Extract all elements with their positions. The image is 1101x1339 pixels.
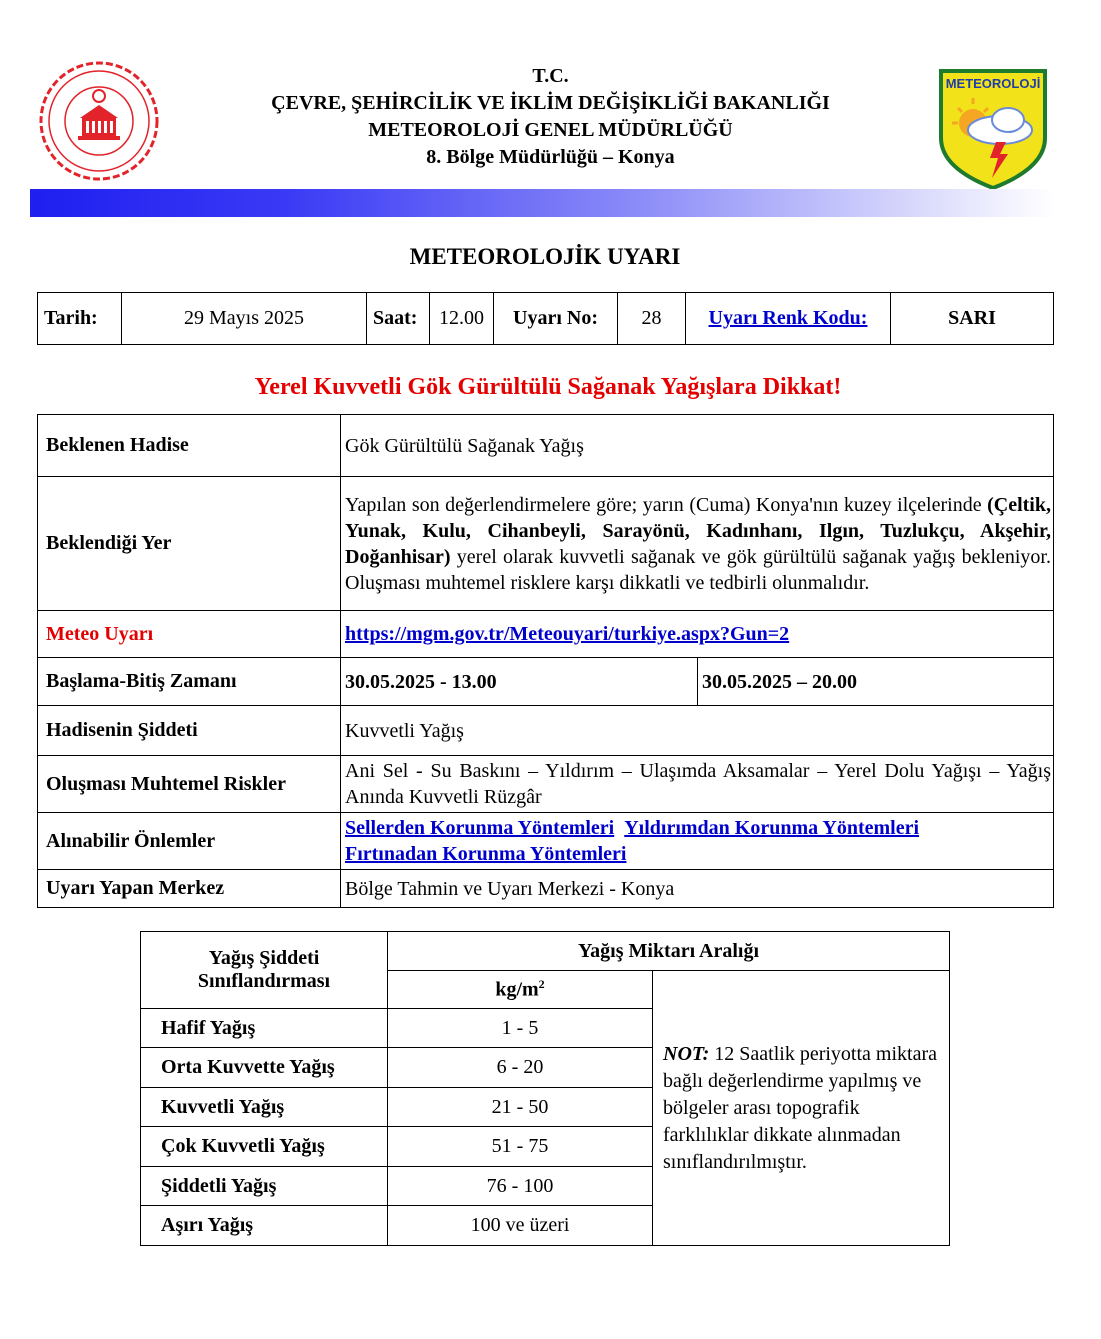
unit-text: kg/m bbox=[495, 978, 539, 1001]
issuing-center-value: Bölge Tahmin ve Uyarı Merkezi - Konya bbox=[341, 870, 1054, 908]
header-gradient-bar bbox=[30, 189, 1054, 217]
meteo-warning-label: Meteo Uyarı bbox=[38, 611, 341, 658]
warning-color-code-link[interactable]: Uyarı Renk Kodu: bbox=[708, 307, 868, 329]
class-range: 6 - 20 bbox=[388, 1048, 653, 1088]
range-header: Yağış Miktarı Aralığı bbox=[388, 932, 950, 971]
warning-color-value: SARI bbox=[891, 293, 1054, 345]
possible-risks-value: Ani Sel - Su Baskını – Yıldırım – Ulaşımda Aksamalar – Yerel Dolu Yağışı – Yağış Anında Kuvvetli Rüzgâr bbox=[341, 756, 1054, 813]
note-label: NOT: bbox=[663, 1042, 710, 1065]
document-title: METEOROLOJİK UYARI bbox=[409, 244, 681, 269]
measures-label: Alınabilir Önlemler bbox=[38, 813, 341, 870]
unit-header bbox=[388, 971, 653, 1009]
expected-place-label: Beklendiği Yer bbox=[38, 477, 341, 611]
end-time-value: 30.05.2025 – 20.00 bbox=[698, 658, 1054, 706]
svg-text:METEOROLOJİ: METEOROLOJİ bbox=[945, 76, 1041, 91]
severity-value: Kuvvetli Yağış bbox=[341, 706, 1054, 756]
place-districts: (Çeltik, Yunak, Kulu, Cihanbeyli, Sarayönü, Kadınhanı, Ilgın, Tuzlukçu, Akşehir, Doğanhisar) bbox=[345, 493, 1051, 568]
time-value: 12.00 bbox=[430, 293, 494, 345]
warning-info-table bbox=[37, 292, 1054, 345]
place-text-2: yerel olarak kuvvetli sağanak ve gök gürültülü sağanak yağış bekleniyor. Oluşması muhtemel risklere karşı dikkatli ve tedbirli olunmalıdır. bbox=[345, 545, 1051, 594]
date-value: 29 Mayıs 2025 bbox=[122, 293, 367, 345]
warning-headline: Yerel Kuvvetli Gök Gürültülü Sağanak Yağışlara Dikkat! bbox=[254, 374, 842, 400]
place-text-1: Yapılan son değerlendirmelere göre; yarın (Cuma) Konya'nın kuzey ilçelerinde bbox=[345, 493, 988, 516]
class-name: Kuvvetli Yağış bbox=[141, 1088, 388, 1127]
header-regional-office: 8. Bölge Müdürlüğü – Konya bbox=[426, 146, 675, 168]
meteoroloji-logo bbox=[938, 68, 1048, 190]
expected-place-value bbox=[341, 477, 1054, 611]
meteo-warning-link[interactable]: https://mgm.gov.tr/Meteouyari/turkiye.aspx?Gun=2 bbox=[345, 623, 790, 645]
rainfall-classification-table bbox=[140, 931, 950, 1246]
class-name: Aşırı Yağış bbox=[141, 1206, 388, 1246]
expected-event-label: Beklenen Hadise bbox=[38, 415, 341, 477]
flood-protection-link[interactable]: Sellerden Korunma Yöntemleri bbox=[345, 817, 615, 839]
class-range: 76 - 100 bbox=[388, 1167, 653, 1206]
severity-label: Hadisenin Şiddeti bbox=[38, 706, 341, 756]
header-country: T.C. bbox=[532, 65, 569, 87]
class-range: 1 - 5 bbox=[388, 1009, 653, 1048]
class-name: Şiddetli Yağış bbox=[141, 1167, 388, 1206]
header-directorate: METEOROLOJİ GENEL MÜDÜRLÜĞÜ bbox=[368, 119, 733, 141]
warning-details-table bbox=[37, 414, 1054, 908]
class-name: Orta Kuvvette Yağış bbox=[141, 1048, 388, 1088]
warning-no-value: 28 bbox=[618, 293, 686, 345]
class-range: 100 ve üzeri bbox=[388, 1206, 653, 1246]
measures-links bbox=[341, 813, 1054, 870]
class-range: 51 - 75 bbox=[388, 1127, 653, 1167]
class-header: Yağış Şiddeti Sınıflandırması bbox=[141, 932, 388, 1009]
start-time-value: 30.05.2025 - 13.00 bbox=[341, 658, 698, 706]
issuing-center-label: Uyarı Yapan Merkez bbox=[38, 870, 341, 908]
note-text: 12 Saatlik periyotta miktara bağlı değerlendirme yapılmış ve bölgeler arası topografik farklılıklar dikkate alınmadan sınıflandırılmıştır. bbox=[663, 1042, 937, 1173]
date-label: Tarih: bbox=[38, 293, 122, 345]
header-ministry: ÇEVRE, ŞEHİRCİLİK VE İKLİM DEĞİŞİKLİĞİ BAKANLIĞI bbox=[271, 92, 830, 114]
expected-event-value: Gök Gürültülü Sağanak Yağış bbox=[341, 415, 1054, 477]
class-name: Hafif Yağış bbox=[141, 1009, 388, 1048]
lightning-protection-link[interactable]: Yıldırımdan Korunma Yöntemleri bbox=[624, 817, 920, 839]
possible-risks-label: Oluşması Muhtemel Riskler bbox=[38, 756, 341, 813]
storm-protection-link[interactable]: Fırtınadan Korunma Yöntemleri bbox=[345, 843, 627, 865]
class-range: 21 - 50 bbox=[388, 1088, 653, 1127]
unit-superscript: 2 bbox=[538, 977, 545, 992]
time-label: Saat: bbox=[367, 293, 430, 345]
warning-no-label: Uyarı No: bbox=[494, 293, 618, 345]
classification-note bbox=[653, 971, 950, 1246]
class-name: Çok Kuvvetli Yağış bbox=[141, 1127, 388, 1167]
start-end-time-label: Başlama-Bitiş Zamanı bbox=[38, 658, 341, 706]
